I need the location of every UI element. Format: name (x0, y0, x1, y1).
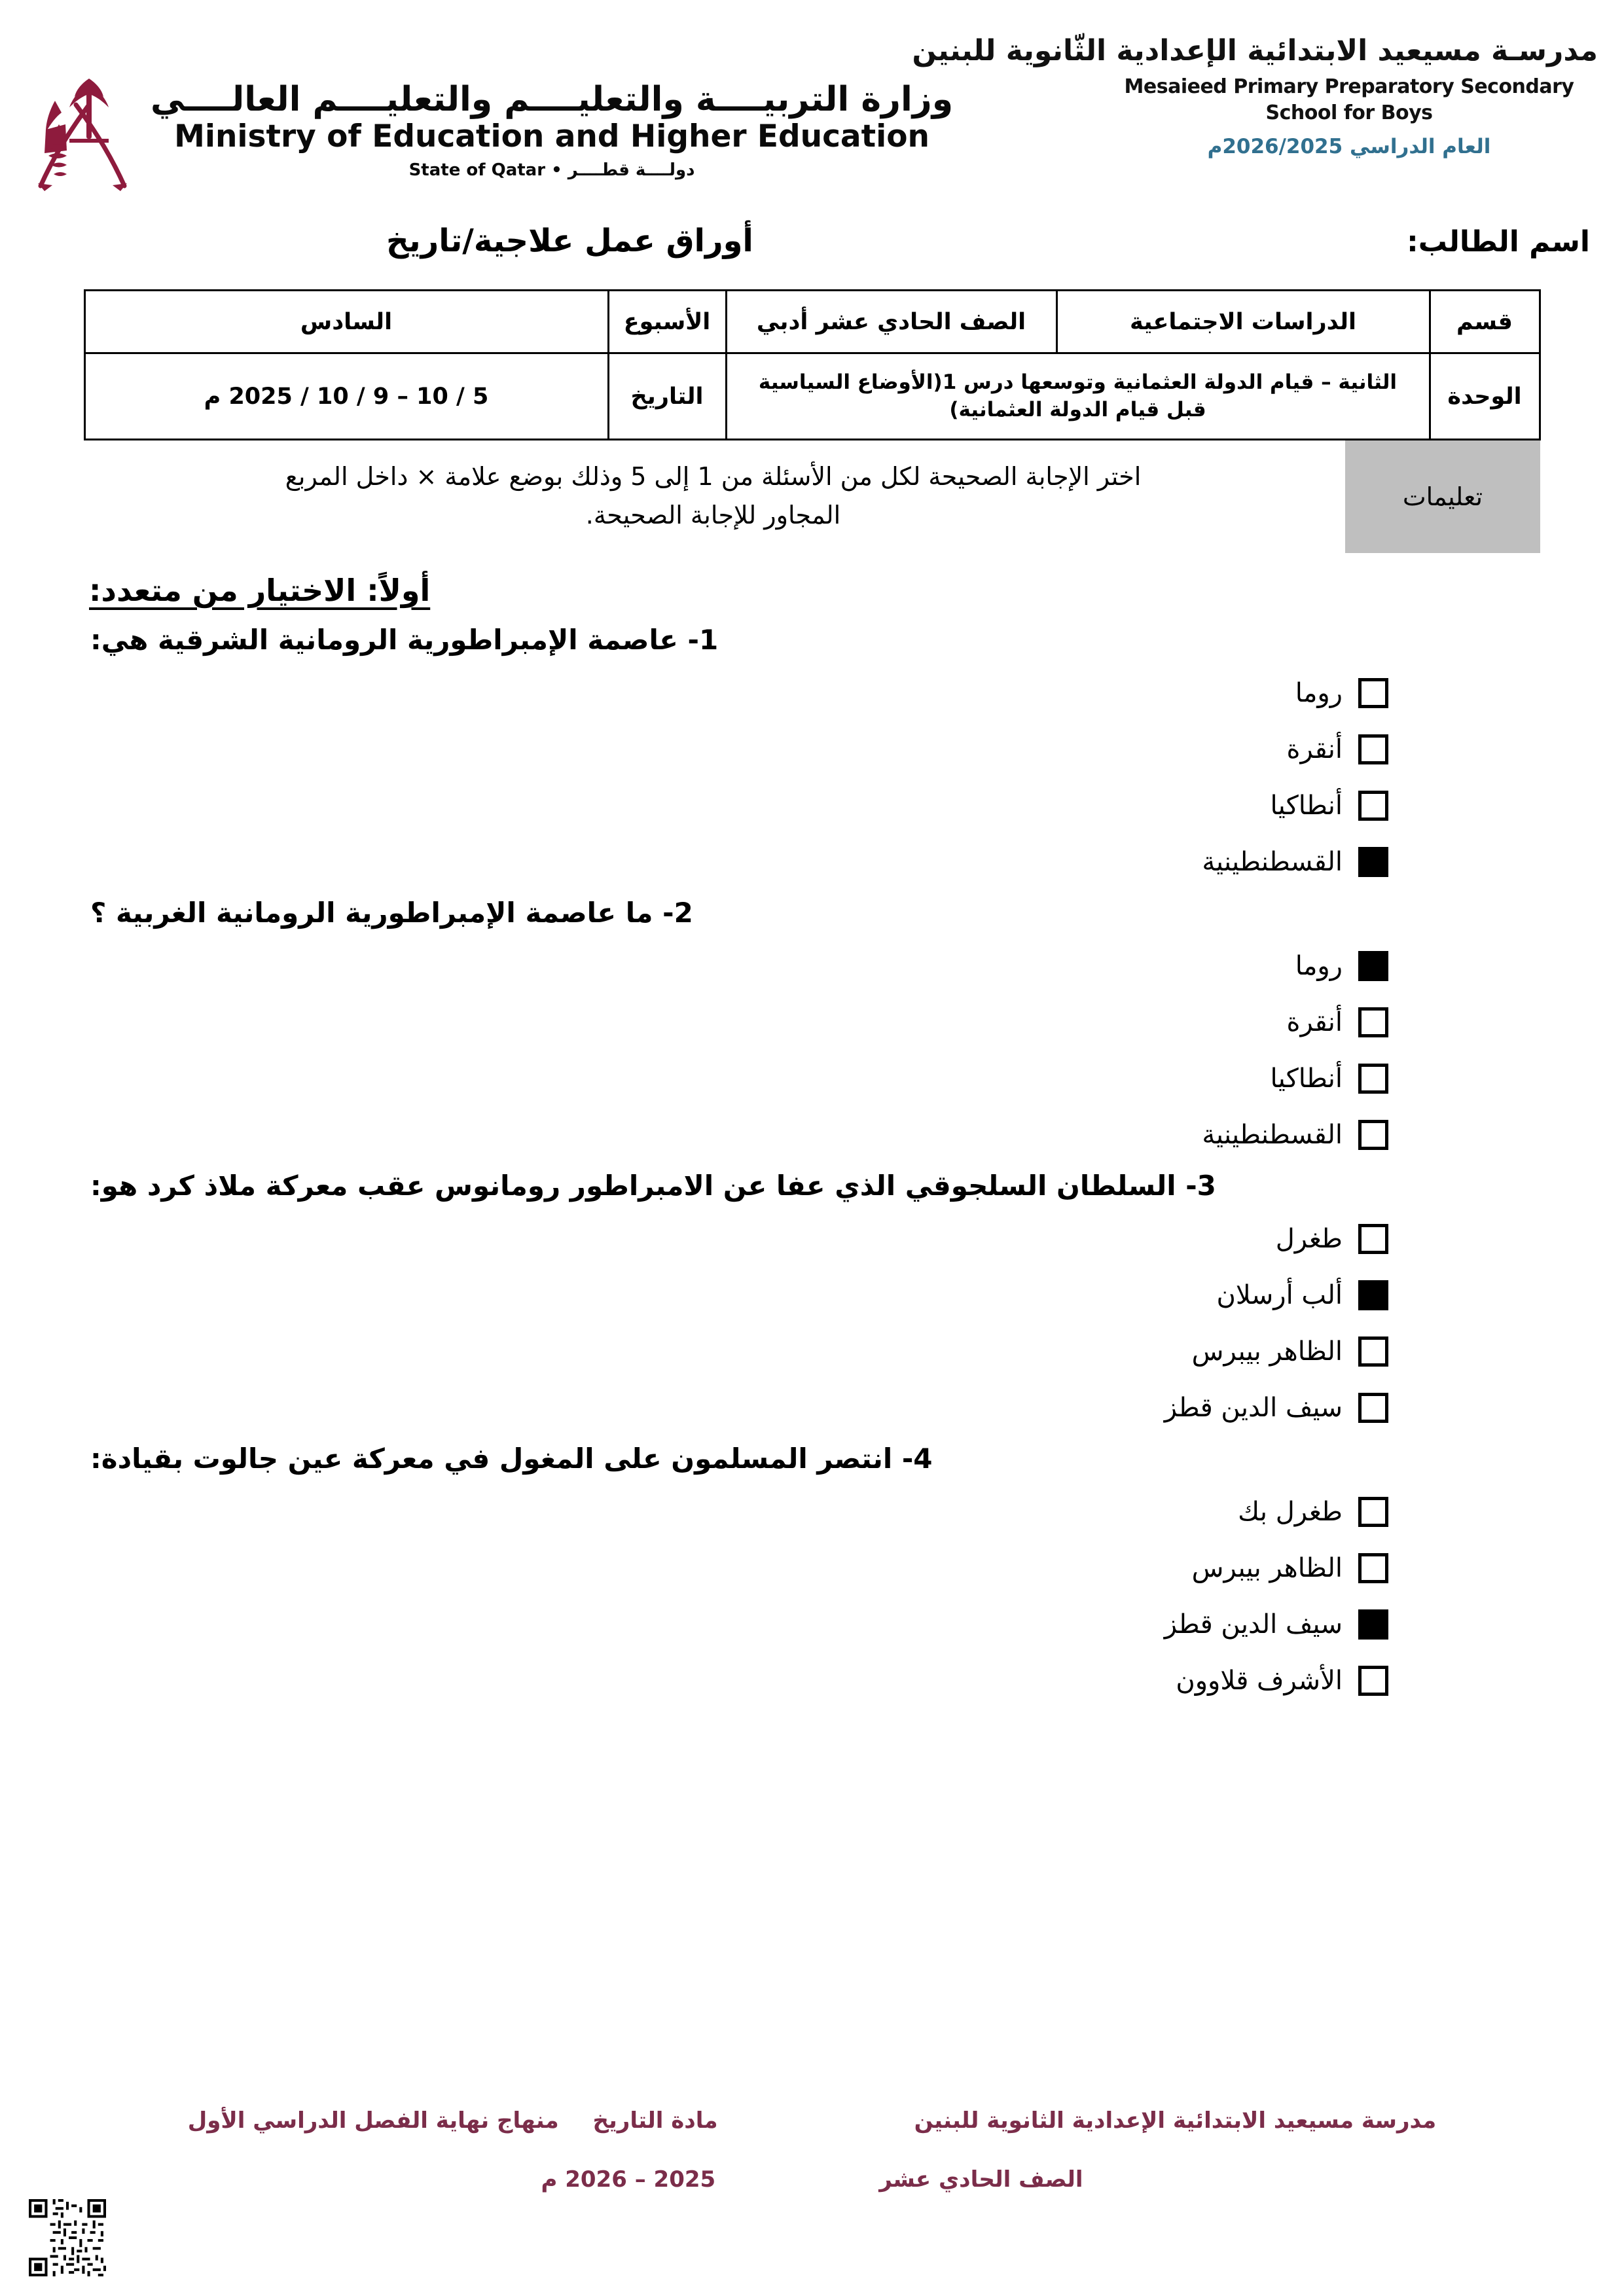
state-of-qatar-label: دولــــة قطــــر • State of Qatar (408, 160, 695, 180)
ministry-text-block (151, 81, 953, 180)
answer-checkbox[interactable] (1358, 1120, 1388, 1150)
option-row[interactable] (84, 1484, 1540, 1540)
instructions-text (84, 440, 1345, 553)
option-row[interactable] (84, 1653, 1540, 1709)
option-list (84, 938, 1540, 1163)
option-label: سيف الدين قطز (1164, 1609, 1343, 1640)
option-label: أنطاكيا (1270, 791, 1343, 821)
footer-year: 2025 – 2026 م (541, 2166, 716, 2193)
option-label: أنقرة (1286, 1007, 1343, 1037)
option-label: أنقرة (1286, 734, 1343, 764)
subject-value-cell: الدراسات الاجتماعية (1056, 291, 1430, 353)
student-name-label: اسم الطالب: (1407, 225, 1590, 259)
option-list (84, 1211, 1540, 1436)
question-block (84, 624, 1540, 890)
option-label: الظاهر بيبرس (1191, 1553, 1343, 1583)
page-title: أوراق عمل علاجية/تاريخ (386, 223, 753, 259)
unit-value-cell (726, 353, 1430, 440)
question-text: 2- ما عاصمة الإمبراطورية الرومانية الغربية ؟ (90, 897, 693, 929)
footer-subject-group (188, 2108, 718, 2134)
footer-subject: مادة التاريخ (592, 2108, 718, 2134)
answer-checkbox[interactable] (1358, 1497, 1388, 1527)
instructions-section (84, 440, 1540, 553)
ministry-name-arabic: وزارة التربيــــة والتعليــــم والتعليــــم العالــــي (151, 80, 954, 120)
footer-row-1 (0, 2080, 1624, 2134)
option-row[interactable] (84, 721, 1540, 778)
footer-school-name: مدرسة مسيعيد الابتدائية الإعدادية الثانوية للبنين (914, 2108, 1437, 2134)
option-label: القسطنطينية (1202, 847, 1343, 877)
week-label-cell: الأسبوع (608, 291, 726, 353)
date-value-cell: 5 / 10 – 9 / 10 / 2025 م (84, 353, 608, 440)
date-label-cell: التاريخ (608, 353, 726, 440)
school-name-english-line1: Mesaieed Primary Preparatory Secondary (1124, 75, 1574, 98)
school-name-english-line2: School for Boys (1265, 101, 1433, 124)
instructions-label: تعليمات (1345, 440, 1540, 553)
footer-grade: الصف الحادي عشر (879, 2166, 1083, 2193)
title-row (0, 216, 1624, 275)
answer-checkbox[interactable] (1358, 1064, 1388, 1094)
footer-curriculum: منهاج نهاية الفصل الدراسي الأول (187, 2108, 559, 2134)
option-row[interactable] (84, 1380, 1540, 1436)
answer-checkbox[interactable] (1358, 678, 1388, 708)
page-footer (0, 2080, 1624, 2296)
answer-checkbox[interactable] (1358, 1609, 1388, 1640)
grade-value-cell: الصف الحادي عشر أدبي (726, 291, 1056, 353)
questions-section (84, 573, 1540, 1709)
option-row[interactable] (84, 1050, 1540, 1107)
page-header (0, 0, 1624, 216)
answer-checkbox[interactable] (1358, 791, 1388, 821)
week-value-cell: السادس (84, 291, 608, 353)
option-row[interactable] (84, 1596, 1540, 1653)
qatar-emblem-icon (26, 62, 139, 199)
unit-label-cell: الوحدة (1430, 353, 1540, 440)
option-row[interactable] (84, 665, 1540, 721)
school-branding (912, 22, 1598, 159)
question-block (84, 1443, 1540, 1709)
ministry-branding (26, 22, 953, 199)
answer-checkbox[interactable] (1358, 951, 1388, 981)
worksheet-info-table (84, 289, 1541, 440)
question-text: 3- السلطان السلجوقي الذي عفا عن الامبراطور رومانوس عقب معركة ملاذ كرد هو: (90, 1170, 1216, 1202)
option-row[interactable] (84, 778, 1540, 834)
answer-checkbox[interactable] (1358, 1280, 1388, 1310)
table-row (84, 353, 1540, 440)
option-label: الأشرف قلاوون (1176, 1666, 1343, 1696)
academic-year-label: العام الدراسي 2026/2025م (1207, 135, 1491, 159)
option-row[interactable] (84, 834, 1540, 890)
qr-code-icon (29, 2199, 106, 2276)
instructions-text-line1: اختر الإجابة الصحيحة لكل من الأسئلة من 1 إلى 5 وذلك بوضع علامة × داخل المربع (285, 462, 1142, 491)
option-label: القسطنطينية (1202, 1120, 1343, 1150)
table-row (84, 291, 1540, 353)
option-label: روما (1295, 951, 1343, 981)
unit-text-line2: قبل قيام الدولة العثمانية) (949, 397, 1206, 422)
answer-checkbox[interactable] (1358, 1666, 1388, 1696)
school-name-arabic: مدرسـة مسيعيد الابتدائية الإعدادية الثّانوية للبنين (912, 34, 1598, 67)
answer-checkbox[interactable] (1358, 847, 1388, 877)
question-block (84, 897, 1540, 1163)
option-label: طغرل (1275, 1224, 1343, 1254)
option-label: الظاهر بيبرس (1191, 1336, 1343, 1367)
school-name-english (1100, 74, 1598, 126)
option-list (84, 665, 1540, 890)
footer-row-2 (0, 2134, 1624, 2193)
option-row[interactable] (84, 1267, 1540, 1323)
answer-checkbox[interactable] (1358, 1007, 1388, 1037)
option-row[interactable] (84, 994, 1540, 1050)
option-label: طغرل بك (1238, 1497, 1343, 1527)
answer-checkbox[interactable] (1358, 1336, 1388, 1367)
answer-checkbox[interactable] (1358, 1553, 1388, 1583)
unit-text-line1: الثانية – قيام الدولة العثمانية وتوسعها درس 1(الأوضاع السياسية (758, 370, 1398, 394)
option-row[interactable] (84, 938, 1540, 994)
section-heading-multiple-choice: أولاً: الاختيار من متعدد: (89, 573, 431, 608)
section-label-cell: قسم (1430, 291, 1540, 353)
question-text: 1- عاصمة الإمبراطورية الرومانية الشرقية هي: (90, 624, 719, 656)
option-row[interactable] (84, 1211, 1540, 1267)
answer-checkbox[interactable] (1358, 1224, 1388, 1254)
option-row[interactable] (84, 1323, 1540, 1380)
question-text: 4- انتصر المسلمون على المغول في معركة عين جالوت بقيادة: (90, 1443, 933, 1475)
question-block (84, 1170, 1540, 1436)
option-label: ألب أرسلان (1216, 1280, 1343, 1310)
option-row[interactable] (84, 1107, 1540, 1163)
option-row[interactable] (84, 1540, 1540, 1596)
ministry-name-english: Ministry of Education and Higher Education (174, 118, 929, 155)
option-list (84, 1484, 1540, 1709)
option-label: روما (1295, 678, 1343, 708)
questions-container (84, 624, 1540, 1709)
instructions-text-line2: المجاور للإجابة الصحيحة. (585, 500, 841, 529)
option-label: أنطاكيا (1270, 1064, 1343, 1094)
answer-checkbox[interactable] (1358, 1393, 1388, 1423)
answer-checkbox[interactable] (1358, 734, 1388, 764)
option-label: سيف الدين قطز (1164, 1393, 1343, 1423)
